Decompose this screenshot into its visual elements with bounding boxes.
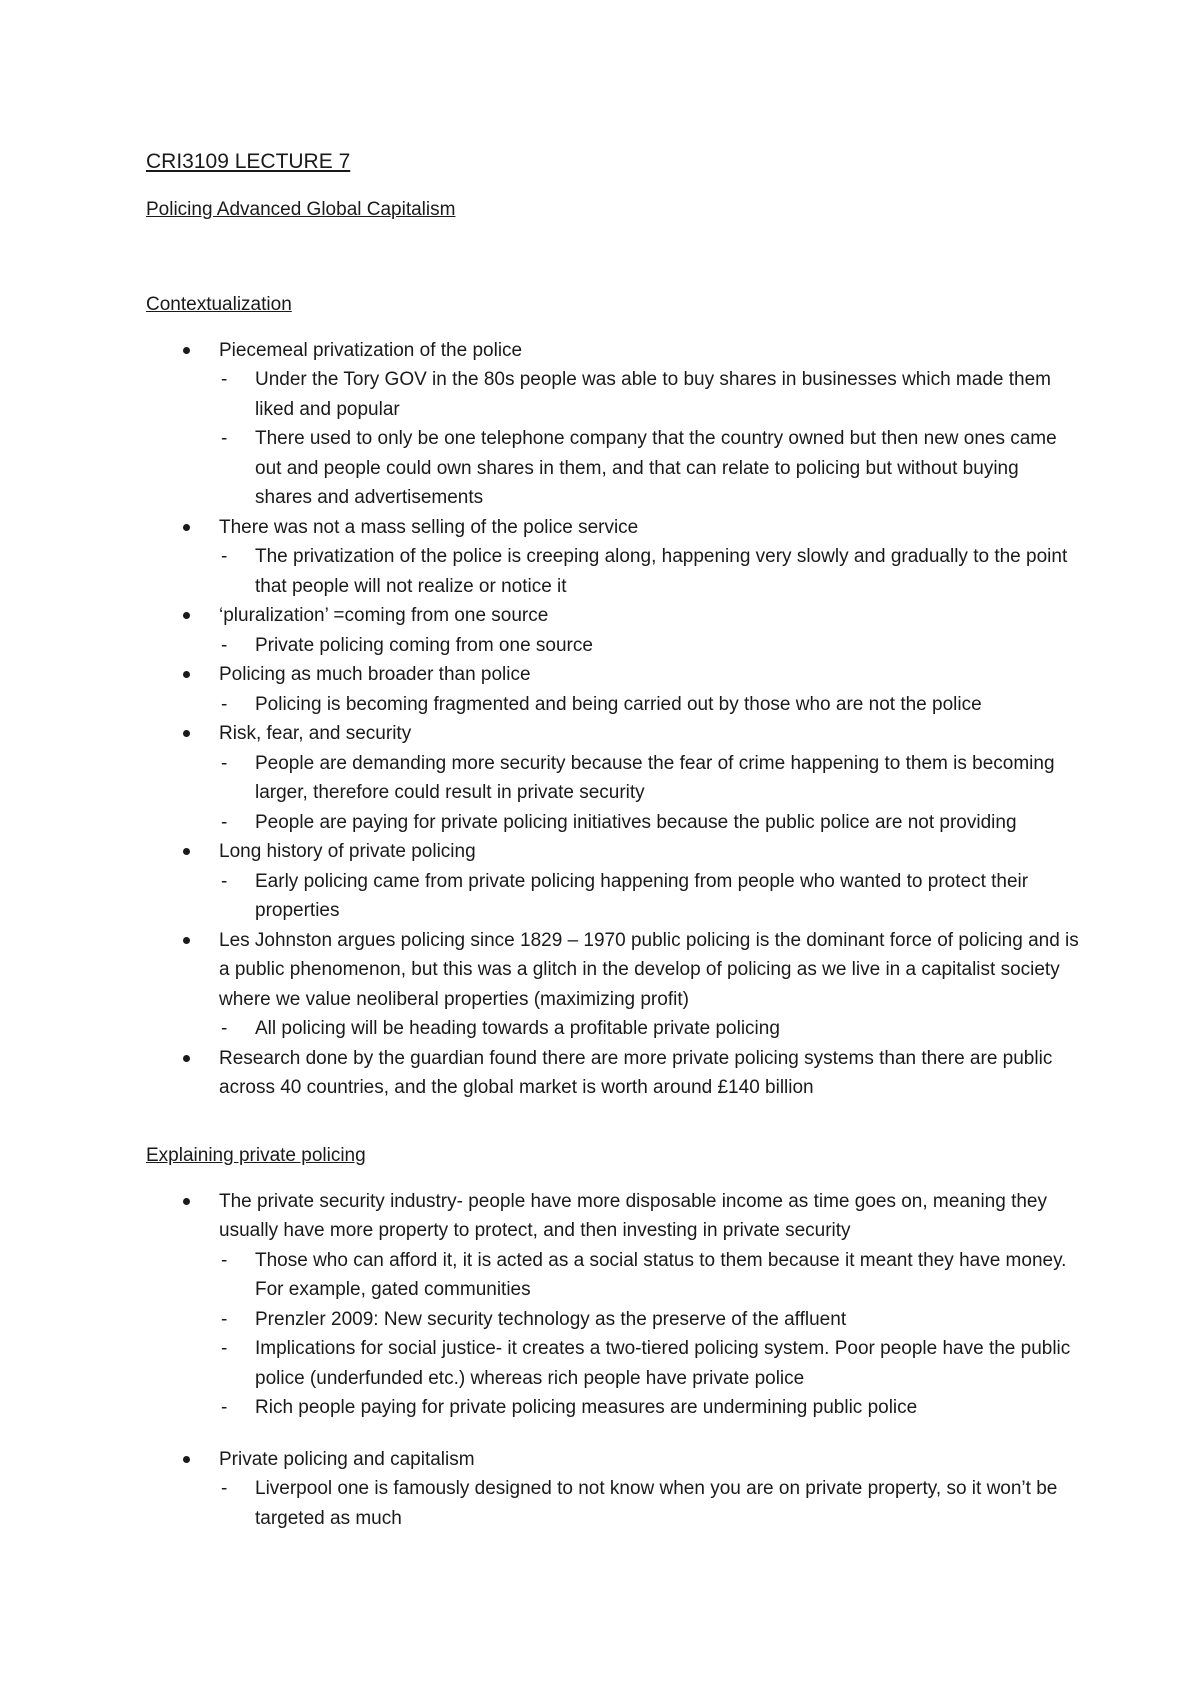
section-heading: Contextualization bbox=[146, 294, 292, 315]
document-subtitle: Policing Advanced Global Capitalism bbox=[146, 199, 456, 220]
bullet-item bbox=[146, 660, 1080, 719]
section-contextualization bbox=[146, 290, 1080, 1103]
bullet-item bbox=[146, 1187, 1080, 1423]
dash-icon: - bbox=[221, 1249, 228, 1271]
sub-list bbox=[219, 867, 1080, 926]
spacer bbox=[146, 1423, 1080, 1445]
sub-item-text: People are paying for private policing initiatives because the public police are not providing bbox=[255, 811, 1017, 833]
sub-item-text: There used to only be one telephone company that the country owned but then new ones came out and people could own shares in them, and that can relate to policing but without buying shares and advertisements bbox=[255, 428, 1057, 508]
bullet-text: Risk, fear, and security bbox=[219, 723, 412, 744]
sub-item-text: Rich people paying for private policing measures are undermining public police bbox=[255, 1397, 918, 1418]
bullet-text: Long history of private policing bbox=[219, 841, 476, 862]
dash-icon: - bbox=[221, 634, 228, 656]
dash-icon: - bbox=[221, 1397, 228, 1418]
sub-item bbox=[219, 690, 1080, 720]
bullet-text: The private security industry- people have more disposable income as time goes on, meaning they usually have more property to protect, and then investing in private security bbox=[219, 1190, 1047, 1241]
bullet-item bbox=[146, 1445, 1080, 1534]
sub-item bbox=[219, 1305, 1080, 1335]
sub-item-text: People are demanding more security because the fear of crime happening to them is becoming larger, therefore could result in private security bbox=[255, 752, 1055, 803]
bullet-text: Private policing and capitalism bbox=[219, 1448, 475, 1470]
sub-item bbox=[219, 1246, 1080, 1305]
bullet-item bbox=[146, 513, 1080, 602]
bullet-dot-icon bbox=[183, 524, 190, 531]
bullet-item bbox=[146, 719, 1080, 837]
sub-list bbox=[219, 631, 1080, 661]
section-explaining-private-policing bbox=[146, 1141, 1080, 1533]
bullet-dot-icon bbox=[183, 1198, 190, 1205]
sub-item bbox=[219, 867, 1080, 926]
bullet-dot-icon bbox=[183, 1055, 190, 1062]
dash-icon: - bbox=[221, 546, 228, 567]
bullet-item bbox=[146, 1044, 1080, 1103]
dash-icon: - bbox=[221, 693, 228, 715]
bullet-dot-icon bbox=[183, 347, 190, 354]
bullet-dot-icon bbox=[183, 848, 190, 855]
bullet-item bbox=[146, 336, 1080, 513]
sub-item bbox=[219, 1014, 1080, 1044]
sub-item bbox=[219, 631, 1080, 661]
bullet-item bbox=[146, 837, 1080, 926]
bullet-dot-icon bbox=[183, 937, 190, 944]
dash-icon: - bbox=[221, 369, 228, 390]
section-heading: Explaining private policing bbox=[146, 1145, 366, 1166]
dash-icon: - bbox=[221, 870, 228, 892]
bullet-text: ‘pluralization’ =coming from one source bbox=[219, 605, 549, 626]
sub-item-text: Liverpool one is famously designed to not know when you are on private property, so it won’t be targeted as much bbox=[255, 1478, 1058, 1529]
bullet-item bbox=[146, 926, 1080, 1044]
sub-item bbox=[219, 1334, 1080, 1393]
sub-item bbox=[219, 1393, 1080, 1423]
bullet-text: Research done by the guardian found there are more private policing systems than there are public across 40 countries, and the global market is worth around £140 billion bbox=[219, 1047, 1053, 1098]
sub-list bbox=[219, 1246, 1080, 1423]
bullet-text: Les Johnston argues policing since 1829 – 1970 public policing is the dominant force of policing and is a public phenomenon, but this was a glitch in the develop of policing as we live in a capitalist society where we value neoliberal properties (maximizing profit) bbox=[219, 929, 1079, 1010]
bullet-list bbox=[146, 1187, 1080, 1534]
dash-icon: - bbox=[221, 428, 228, 449]
sub-item bbox=[219, 424, 1080, 513]
sub-list bbox=[219, 1014, 1080, 1044]
sub-item-text: Under the Tory GOV in the 80s people was able to buy shares in businesses which made them liked and popular bbox=[255, 369, 1051, 420]
sub-item-text: The privatization of the police is creeping along, happening very slowly and gradually to the point that people will not realize or notice it bbox=[255, 546, 1068, 597]
bullet-text: Piecemeal privatization of the police bbox=[219, 339, 523, 361]
dash-icon: - bbox=[221, 1338, 228, 1359]
dash-icon: - bbox=[221, 752, 228, 774]
sub-list bbox=[219, 749, 1080, 838]
dash-icon: - bbox=[221, 1018, 228, 1039]
bullet-list bbox=[146, 336, 1080, 1103]
dash-icon: - bbox=[221, 811, 228, 833]
sub-item bbox=[219, 808, 1080, 838]
bullet-text: Policing as much broader than police bbox=[219, 664, 531, 685]
sub-item-text: Implications for social justice- it creates a two-tiered policing system. Poor people have the public police (underfunded etc.) whereas rich people have private police bbox=[255, 1338, 1071, 1389]
sub-item bbox=[219, 365, 1080, 424]
sub-item-text: Prenzler 2009: New security technology as the preserve of the affluent bbox=[255, 1308, 847, 1330]
bullet-dot-icon bbox=[183, 671, 190, 678]
dash-icon: - bbox=[221, 1308, 228, 1330]
bullet-dot-icon bbox=[183, 1456, 190, 1463]
bullet-text: There was not a mass selling of the police service bbox=[219, 516, 639, 538]
sub-item-text: Early policing came from private policing happening from people who wanted to protect their properties bbox=[255, 870, 1029, 921]
sub-item bbox=[219, 1474, 1080, 1533]
sub-item-text: All policing will be heading towards a profitable private policing bbox=[255, 1018, 780, 1039]
sub-item bbox=[219, 749, 1080, 808]
document-title: CRI3109 LECTURE 7 bbox=[146, 150, 351, 173]
sub-item-text: Policing is becoming fragmented and being carried out by those who are not the police bbox=[255, 693, 982, 715]
sub-item-text: Those who can afford it, it is acted as a social status to them because it meant they have money. For example, gated communities bbox=[255, 1249, 1067, 1300]
sub-item-text: Private policing coming from one source bbox=[255, 634, 593, 656]
sub-list bbox=[219, 542, 1080, 601]
sub-list bbox=[219, 1474, 1080, 1533]
sub-item bbox=[219, 542, 1080, 601]
bullet-item bbox=[146, 601, 1080, 660]
dash-icon: - bbox=[221, 1478, 228, 1499]
bullet-dot-icon bbox=[183, 612, 190, 619]
bullet-dot-icon bbox=[183, 730, 190, 737]
sub-list bbox=[219, 690, 1080, 720]
sub-list bbox=[219, 365, 1080, 513]
